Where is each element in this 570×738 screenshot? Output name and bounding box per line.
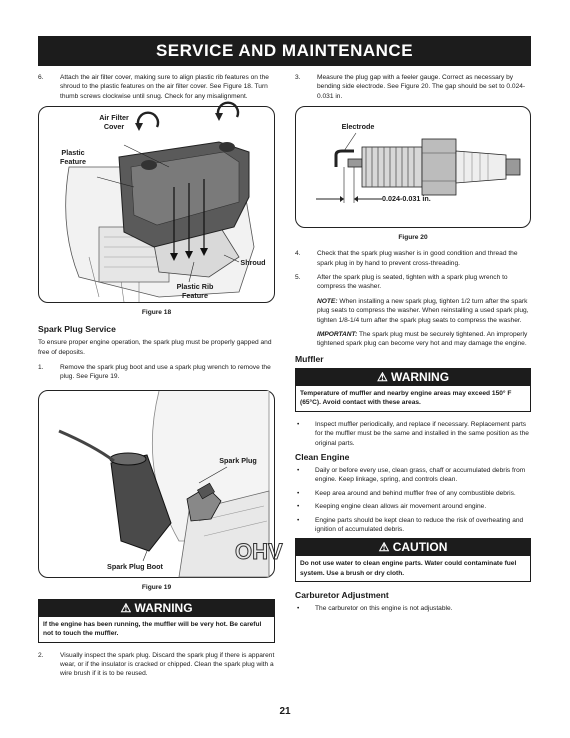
step-3 [295,73,531,101]
bullet-text: Engine parts should be kept clean to reduce the risk of overheating and ignition of accumulated debris. [315,516,524,533]
carburetor-bullet [295,604,531,613]
clean-bullet [295,502,531,511]
spark-plug-intro: To ensure proper engine operation, the spark plug must be properly gapped and free of deposits. [38,339,272,356]
step-6 [38,73,275,101]
label-spark-plug: Spark Plug [219,455,257,465]
figure-20 [295,106,531,228]
step-4 [295,249,531,268]
caution-text: Do not use water to clean engine parts. Water could contaminate fuel system. Use a brush or dry cloth. [300,560,517,577]
figure-19 [38,390,283,578]
warning-triangle-icon: ⚠ [376,369,392,384]
clean-bullet [295,466,531,485]
warning-title: WARNING [134,600,193,615]
section-header: SERVICE AND MAINTENANCE [38,36,531,66]
bullet-text: Keep area around and behind muffler free of any combustible debris. [315,489,516,497]
ohv-embossing: OHV [235,538,283,564]
step-number: 4. [295,250,301,258]
step-number: 5. [295,274,301,282]
bullet-text: Daily or before every use, clean grass, chaff or accumulated debris from engine. Keep linkage, spring, and controls clean. [315,466,526,484]
muffler-warning [295,368,531,412]
caution-bar [296,539,530,556]
bullet-char: • [297,605,300,613]
air-filter-illustration [39,107,274,302]
warning-text: Temperature of muffler and nearby engine areas may exceed 150° F (65°C). Avoid contact with these areas. [300,389,512,407]
step-text: Check that the spark plug washer is in good condition and thread the spark plug in by hand to prevent cross-threading. [317,250,518,267]
caution-title: CAUTION [392,540,448,555]
label-air-filter-cover: Air Filter Cover [99,113,129,131]
important-label: IMPORTANT: [317,331,358,339]
step-number: 6. [38,74,44,81]
engine-hot-warning [38,599,275,643]
important-note [317,330,531,349]
warning-title: WARNING [391,369,450,384]
step-number: 3. [295,74,301,81]
bullet-char: • [297,503,300,511]
label-gap: 0.024-0.031 in. [382,194,431,204]
step-text: Measure the plug gap with a feeler gauge. Correct as necessary by bending side electrode. See Figure 20. The gap should be set to 0.024-0.031 in. [317,74,526,100]
warning-text: If the engine has been running, the muffler will be very hot. Be careful not to touch the muffler. [43,620,262,638]
step-2 [38,651,275,679]
figure-20-caption: Figure 20 [398,234,428,242]
bullet-text: The carburetor on this engine is not adjustable. [315,605,453,613]
bullet-char: • [297,489,300,497]
note-label: NOTE: [317,297,338,305]
label-plastic-rib-feature: Plastic Rib Feature [176,282,214,300]
label-plastic-feature: Plastic Feature [60,148,86,166]
clean-bullet [295,516,531,535]
figure-19-caption: Figure 19 [141,583,172,591]
spark-plug-heading: Spark Plug Service [38,324,116,335]
bullet-text: Inspect muffler periodically, and replace if necessary. Replacement parts for the muffler must be the same and installed in the same position as the original parts. [315,420,529,447]
spark-plug-removal-illustration [39,391,283,577]
page-number: 21 [279,706,291,717]
clean-bullet [295,489,531,498]
step-5 [295,273,531,292]
bullet-text: Keeping engine clean allows air movement around engine. [315,503,487,511]
right-column [295,73,531,618]
note-text: When installing a new spark plug, tighten 1/2 turn after the spark plug seats to compress the washer. When reinstalling a used spark plug, tighten 1/8-1/4 turn after the spark plug seats to compress the washer. [317,297,529,324]
label-shroud: Shroud [240,258,266,268]
bullet-char: • [297,466,300,474]
step-text: Attach the air filter cover, making sure to align plastic rib features on the shroud to the plastic features on the air filter cover. See Figure 18. Turn thumb screws clockwise until snug. Check for any misalignment. [60,74,269,100]
left-column [38,73,283,684]
label-electrode: Electrode [341,122,375,132]
important-text: The spark plug must be securely tightened. An improperly tightened spark plug can become very hot and may damage the engine. [317,331,528,348]
warning-bar [296,369,530,386]
muffler-heading: Muffler [295,353,324,364]
step-number: 2. [38,651,44,659]
install-note [317,297,531,325]
muffler-bullet [295,420,531,448]
clean-engine-heading: Clean Engine [295,451,350,462]
figure-18-caption: Figure 18 [141,309,172,317]
warning-bar [39,600,274,617]
carburetor-heading: Carburetor Adjustment [295,590,389,601]
step-number: 1. [38,364,44,372]
step-1 [38,363,275,382]
bullet-char: • [297,516,300,524]
step-text: After the spark plug is seated, tighten with a spark plug wrench to compress the washer. [317,274,508,291]
warning-triangle-icon: ⚠ [378,540,393,555]
warning-triangle-icon: ⚠ [120,600,135,615]
step-text: Visually inspect the spark plug. Discard the spark plug if there is apparent wear, or if the insulator is cracked or chipped. Clean the spark plug with a wire brush if it is to be reused. [60,651,275,678]
step-text: Remove the spark plug boot and use a spark plug wrench to remove the plug. See Figure 19. [60,364,271,381]
figure-18 [38,106,275,303]
bullet-char: • [297,420,300,428]
caution-box [295,538,531,582]
label-spark-plug-boot: Spark Plug Boot [107,561,163,571]
